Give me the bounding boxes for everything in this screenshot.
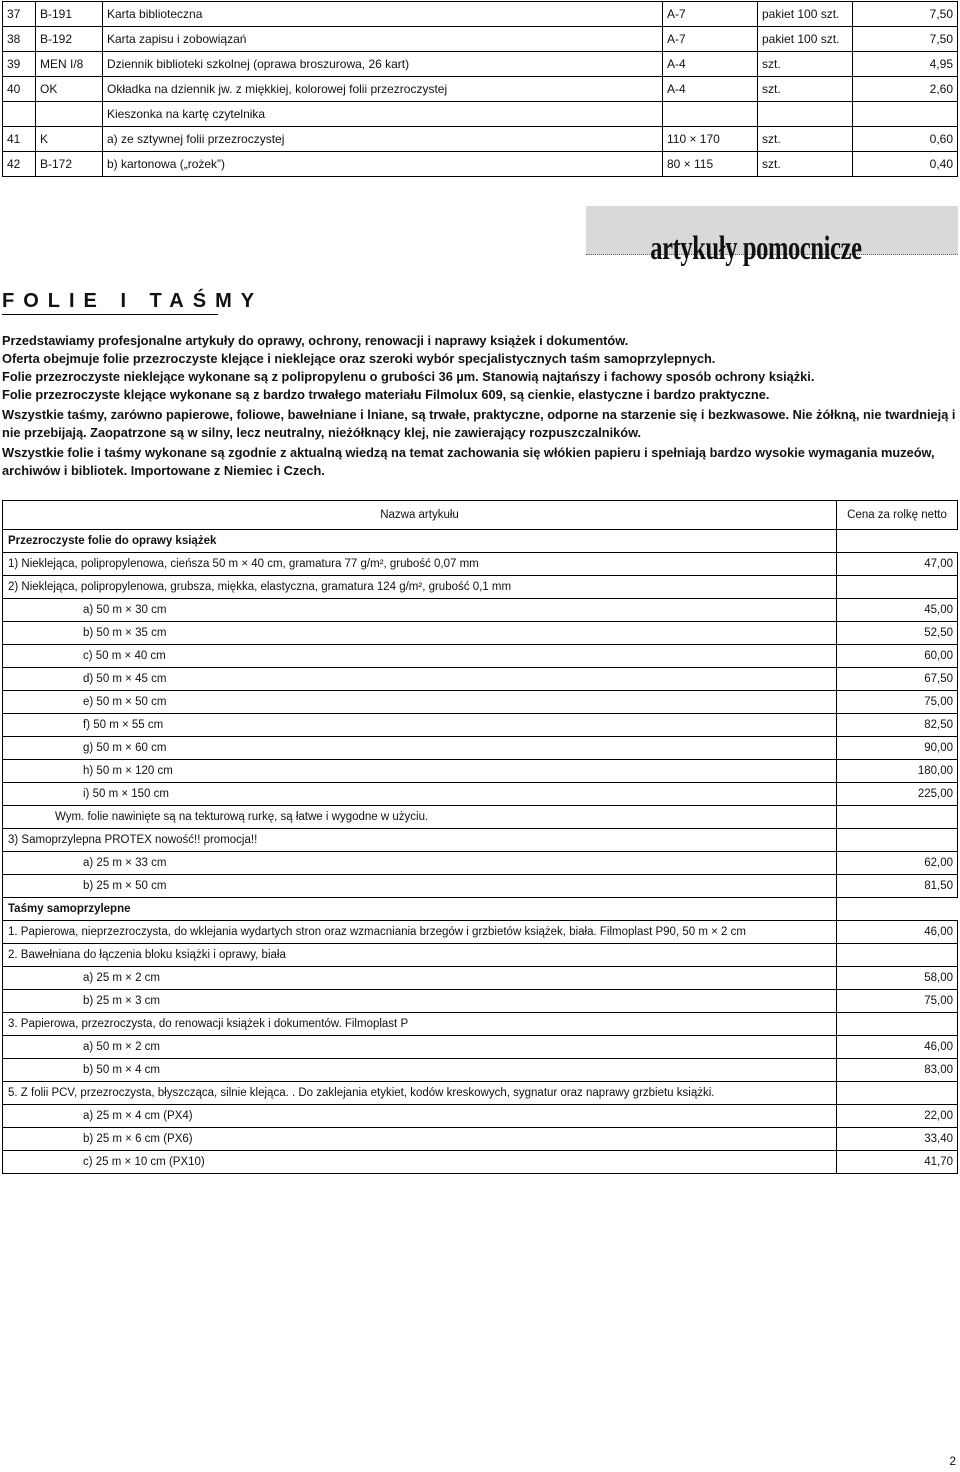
- cell-price: 7,50: [853, 2, 958, 27]
- product-name: 3. Papierowa, przezroczysta, do renowacji książek i dokumentów. Filmoplast P: [3, 1013, 837, 1036]
- product-price: 180,00: [837, 760, 958, 783]
- product-name: c) 25 m × 10 cm (PX10): [3, 1151, 837, 1174]
- product-row: [3, 1151, 958, 1174]
- cell-format: A-4: [663, 77, 758, 102]
- cell-price: 4,95: [853, 52, 958, 77]
- intro-paragraph: Wszystkie taśmy, zarówno papierowe, foliowe, bawełniane i lniane, są trwałe, praktyczne, odporne na starzenie się i bezkwasowe. Nie żółkną, nie twardnieją i nie przebijają. Zaopatrzone są w silny, lecz neutralny, nieżółknący klej, nie zawierający rozpuszczalników.: [2, 407, 956, 440]
- product-row: [3, 1128, 958, 1151]
- table-row: [3, 52, 958, 77]
- intro-line: [2, 368, 958, 386]
- cell-unit: szt.: [758, 152, 853, 177]
- cell-unit: pakiet 100 szt.: [758, 27, 853, 52]
- product-price: 90,00: [837, 737, 958, 760]
- cell-unit: szt.: [758, 77, 853, 102]
- intro-emph: Folie przezroczyste klejące: [2, 387, 167, 402]
- product-price: 46,00: [837, 921, 958, 944]
- product-row: [3, 1082, 958, 1105]
- intro-text-part: wykonane są z polipropylenu o grubości 36 µm. Stanowią najtańszy i fachowy sposób ochrony książki.: [184, 369, 815, 384]
- product-row: [3, 760, 958, 783]
- cell-format: [663, 102, 758, 127]
- product-name: 2. Bawełniana do łączenia bloku książki i oprawy, biała: [3, 944, 837, 967]
- cell-code: B-192: [36, 27, 103, 52]
- cell-code: B-191: [36, 2, 103, 27]
- product-name: b) 25 m × 50 cm: [3, 875, 837, 898]
- product-price: 45,00: [837, 599, 958, 622]
- section-label: Taśmy samoprzylepne: [3, 898, 837, 921]
- product-name: 1) Nieklejąca, polipropylenowa, cieńsza 50 m × 40 cm, gramatura 77 g/m², grubość 0,07 mm: [3, 553, 837, 576]
- header-price: Cena za rolkę netto: [837, 501, 958, 530]
- product-price: [837, 829, 958, 852]
- category-banner: [586, 206, 958, 267]
- cell-code: K: [36, 127, 103, 152]
- cell-price: 0,40: [853, 152, 958, 177]
- product-price: [837, 1013, 958, 1036]
- product-row: [3, 829, 958, 852]
- product-name: b) 50 m × 4 cm: [3, 1059, 837, 1082]
- product-price: [837, 530, 958, 553]
- product-name: 1. Papierowa, nieprzezroczysta, do wklejania wydartych stron oraz wzmacniania brzegów i grzbietów książek, biała. Filmoplast P90, 50 m × 2 cm: [3, 921, 837, 944]
- cell-num: 39: [3, 52, 36, 77]
- section-title: FOLIE I TAŚMY: [2, 290, 218, 315]
- product-price: 81,50: [837, 875, 958, 898]
- table-row: [3, 2, 958, 27]
- product-name: 2) Nieklejąca, polipropylenowa, grubsza, miękka, elastyczna, gramatura 124 g/m², grubość 0,1 mm: [3, 576, 837, 599]
- table-row: [3, 77, 958, 102]
- product-row: [3, 875, 958, 898]
- product-price: 67,50: [837, 668, 958, 691]
- product-name: a) 25 m × 33 cm: [3, 852, 837, 875]
- cell-num: 41: [3, 127, 36, 152]
- product-price: 75,00: [837, 691, 958, 714]
- cell-format: A-7: [663, 27, 758, 52]
- cell-price: 7,50: [853, 27, 958, 52]
- table-row: [3, 127, 958, 152]
- cell-name: Okładka na dziennik jw. z miękkiej, kolorowej folii przezroczystej: [103, 77, 663, 102]
- product-name: a) 50 m × 2 cm: [3, 1036, 837, 1059]
- cell-format: A-7: [663, 2, 758, 27]
- product-row: [3, 622, 958, 645]
- product-price: 33,40: [837, 1128, 958, 1151]
- product-name: 3) Samoprzylepna PROTEX nowość!! promocja!!: [3, 829, 837, 852]
- product-price: 46,00: [837, 1036, 958, 1059]
- intro-paragraph: Wszystkie folie i taśmy wykonane są zgodnie z aktualną wiedzą na temat zachowania się włókien papieru i spełniają bardzo wysokie wymagania muzeów, archiwów i bibliotek. Importowane z Niemiec i Czech.: [2, 445, 935, 478]
- product-row: [3, 737, 958, 760]
- cell-unit: [758, 102, 853, 127]
- product-row: [3, 714, 958, 737]
- product-price: 82,50: [837, 714, 958, 737]
- intro-emph: Folie przezroczyste nieklejące: [2, 369, 185, 384]
- cell-code: B-172: [36, 152, 103, 177]
- product-price: 22,00: [837, 1105, 958, 1128]
- cell-unit: pakiet 100 szt.: [758, 2, 853, 27]
- product-price: 47,00: [837, 553, 958, 576]
- product-name: b) 25 m × 6 cm (PX6): [3, 1128, 837, 1151]
- header-name: Nazwa artykułu: [3, 501, 837, 530]
- product-row: [3, 645, 958, 668]
- cell-code: MEN I/8: [36, 52, 103, 77]
- cell-format: 110 × 170: [663, 127, 758, 152]
- table-row: [3, 27, 958, 52]
- page-number: 2: [949, 1454, 956, 1468]
- product-price: [837, 898, 958, 921]
- cell-price: 2,60: [853, 77, 958, 102]
- cell-price: [853, 102, 958, 127]
- products-header-row: [3, 501, 958, 530]
- cell-name: b) kartonowa („rożek”): [103, 152, 663, 177]
- intro-line: [2, 386, 958, 404]
- cell-name: Dziennik biblioteki szkolnej (oprawa broszurowa, 26 kart): [103, 52, 663, 77]
- section-label: Przezroczyste folie do oprawy książek: [3, 530, 837, 553]
- product-name: a) 25 m × 4 cm (PX4): [3, 1105, 837, 1128]
- product-price: [837, 1082, 958, 1105]
- intro-text-part: wykonane są z bardzo trwałego materiału Filmolux 609, są cienkie, elastyczne i bardzo praktyczne.: [166, 387, 770, 402]
- cell-code: [36, 102, 103, 127]
- product-name: Wym. folie nawinięte są na tekturową rurkę, są łatwe i wygodne w użyciu.: [3, 806, 837, 829]
- product-price: 58,00: [837, 967, 958, 990]
- cell-num: 40: [3, 77, 36, 102]
- product-row: [3, 990, 958, 1013]
- product-price: 52,50: [837, 622, 958, 645]
- cell-format: A-4: [663, 52, 758, 77]
- product-price: [837, 576, 958, 599]
- product-name: g) 50 m × 60 cm: [3, 737, 837, 760]
- product-name: f) 50 m × 55 cm: [3, 714, 837, 737]
- product-name: a) 50 m × 30 cm: [3, 599, 837, 622]
- product-row: [3, 944, 958, 967]
- cell-unit: szt.: [758, 127, 853, 152]
- cell-code: OK: [36, 77, 103, 102]
- product-name: b) 50 m × 35 cm: [3, 622, 837, 645]
- product-price: 225,00: [837, 783, 958, 806]
- product-row: [3, 691, 958, 714]
- product-name: a) 25 m × 2 cm: [3, 967, 837, 990]
- price-table-top: [2, 1, 958, 177]
- section-row: [3, 530, 958, 553]
- cell-format: 80 × 115: [663, 152, 758, 177]
- product-row: [3, 1036, 958, 1059]
- table-row: [3, 152, 958, 177]
- section-row: [3, 898, 958, 921]
- cell-name: Kieszonka na kartę czytelnika: [103, 102, 663, 127]
- product-row: [3, 921, 958, 944]
- product-name: c) 50 m × 40 cm: [3, 645, 837, 668]
- product-row: [3, 852, 958, 875]
- product-row: [3, 1013, 958, 1036]
- product-price: 83,00: [837, 1059, 958, 1082]
- banner-title: artykuły pomocnicze: [650, 230, 862, 267]
- product-row: [3, 1105, 958, 1128]
- product-name: 5. Z folii PCV, przezroczysta, błyszcząca, silnie klejąca. . Do zaklejania etykiet, kodów kreskowych, sygnatur oraz naprawy grzbietu książki.: [3, 1082, 837, 1105]
- product-name: h) 50 m × 120 cm: [3, 760, 837, 783]
- product-row: [3, 967, 958, 990]
- product-price: 75,00: [837, 990, 958, 1013]
- product-price: 62,00: [837, 852, 958, 875]
- product-row: [3, 599, 958, 622]
- product-name: b) 25 m × 3 cm: [3, 990, 837, 1013]
- product-price: 41,70: [837, 1151, 958, 1174]
- table-row: [3, 102, 958, 127]
- cell-num: [3, 102, 36, 127]
- product-name: d) 50 m × 45 cm: [3, 668, 837, 691]
- product-name: e) 50 m × 50 cm: [3, 691, 837, 714]
- intro-text: [2, 332, 958, 480]
- cell-unit: szt.: [758, 52, 853, 77]
- intro-line: Przedstawiamy profesjonalne artykuły do oprawy, ochrony, renowacji i naprawy książek i dokumentów.: [2, 333, 629, 348]
- cell-num: 37: [3, 2, 36, 27]
- product-row: [3, 783, 958, 806]
- intro-line: Oferta obejmuje folie przezroczyste klejące i nieklejące oraz szeroki wybór specjalistycznych taśm samoprzylepnych.: [2, 351, 716, 366]
- cell-name: Karta zapisu i zobowiązań: [103, 27, 663, 52]
- product-row: [3, 1059, 958, 1082]
- product-name: i) 50 m × 150 cm: [3, 783, 837, 806]
- cell-num: 42: [3, 152, 36, 177]
- product-row: [3, 576, 958, 599]
- product-row: [3, 668, 958, 691]
- cell-name: a) ze sztywnej folii przezroczystej: [103, 127, 663, 152]
- cell-price: 0,60: [853, 127, 958, 152]
- product-row: [3, 806, 958, 829]
- cell-name: Karta biblioteczna: [103, 2, 663, 27]
- product-price: [837, 944, 958, 967]
- product-price: [837, 806, 958, 829]
- product-row: [3, 553, 958, 576]
- products-table: [2, 500, 958, 1174]
- cell-num: 38: [3, 27, 36, 52]
- product-price: 60,00: [837, 645, 958, 668]
